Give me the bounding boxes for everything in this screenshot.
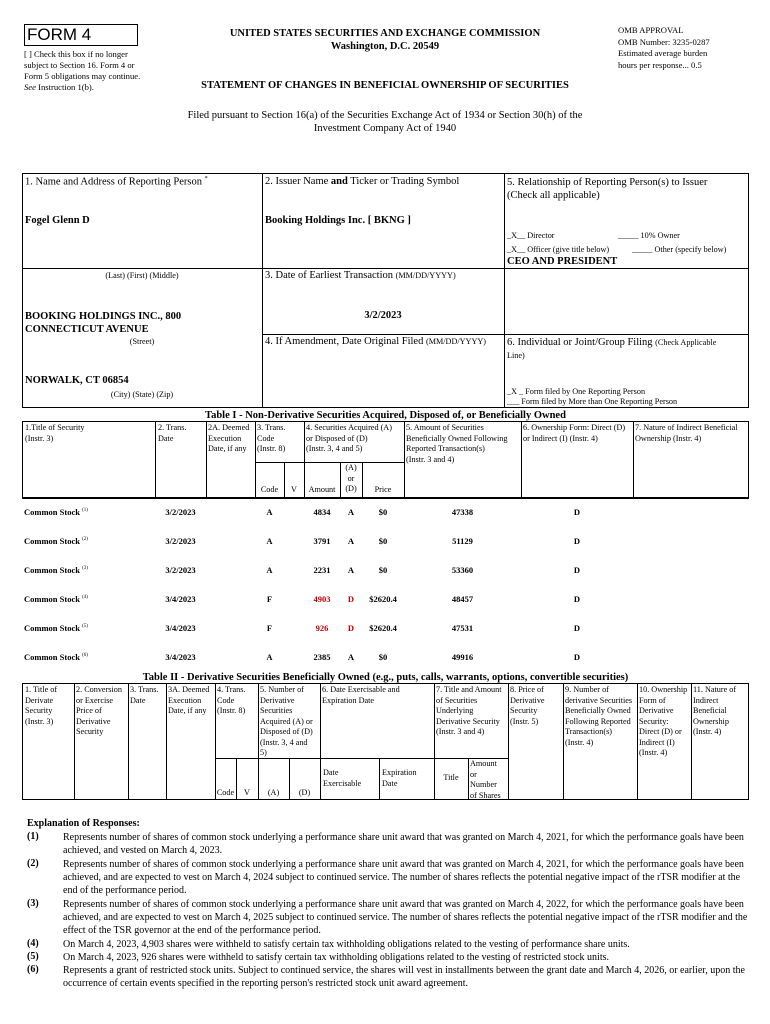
price: $0 <box>378 536 388 546</box>
t2-sub-date-exercisable: Date Exercisable <box>323 768 362 788</box>
t1-sub-price: Price <box>374 485 392 494</box>
security-title: Common Stock $^{(4)}$ <box>24 594 88 604</box>
reporting-street: BOOKING HOLDINGS INC., 800 CONNECTICUT AVENUE <box>25 311 182 335</box>
acquired-disposed: A <box>347 536 355 546</box>
amount: 4903 <box>313 594 331 604</box>
price: $0 <box>378 507 388 517</box>
t2-col1-header: 1. Title of Derivate Security (Instr. 3) <box>25 685 58 726</box>
statement-title: STATEMENT OF CHANGES IN BENEFICIAL OWNERSHIP OF SECURITIES <box>201 80 569 91</box>
explanation-heading: Explanation of Responses: <box>27 818 140 829</box>
footnote-number: (4) <box>27 938 39 949</box>
t1-sub-amount: Amount <box>308 485 336 494</box>
footnote-number: (6) <box>27 964 39 975</box>
ownership-form: D <box>573 652 581 662</box>
city-label: (City) (State) (Zip) <box>110 390 174 399</box>
t2-sub-d: (D) <box>298 788 311 797</box>
table-row <box>22 527 749 556</box>
amount: 2385 <box>313 652 331 662</box>
transaction-date: 3/2/2023 <box>165 507 196 517</box>
footnote-text: Represents number of shares of common stock underlying a performance share unit award that was granted on March 4, 2021, for which the performance goals have been achieved, and vested on March 4, 2023. <box>63 832 744 856</box>
reporting-person-name: Fogel Glenn D <box>25 215 90 226</box>
agency-name: UNITED STATES SECURITIES AND EXCHANGE COMMISSION <box>229 28 541 39</box>
t2-sub-title: Title <box>443 773 459 782</box>
t2-sub-v: V <box>244 788 250 797</box>
t2-sub-expiration: Expiration Date <box>382 768 417 788</box>
t1-col2-header: 2. Trans. Date <box>158 423 187 443</box>
table-row <box>22 556 749 585</box>
box5-label: 5. Relationship of Reporting Person(s) to Issuer (Check all applicable) <box>507 177 708 201</box>
transaction-date: 3/4/2023 <box>165 594 196 604</box>
price: $2620.4 <box>369 623 397 633</box>
t1-col2a-header: 2A. Deemed Execution Date, if any <box>208 423 250 453</box>
amount-owned: 47338 <box>451 507 474 517</box>
t1-sub-aord: (A) or (D) <box>345 463 357 493</box>
check-box-text[interactable]: [ ] Check this box if no longer subject to Section 16. Form 4 or Form 5 obligations may continue. See Instruction 1(b). <box>24 49 141 92</box>
box3-label: 3. Date of Earliest Transaction (MM/DD/YYYY) <box>265 270 456 281</box>
t1-col3-header: 3. Trans. Code (Instr. 8) <box>257 423 286 453</box>
box4-label: 4. If Amendment, Date Original Filed (MM/DD/YYYY) <box>265 336 487 347</box>
ownership-form: D <box>573 536 581 546</box>
transaction-code: A <box>266 565 273 575</box>
t2-col4-header: 4. Trans. Code (Instr. 8) <box>217 685 246 715</box>
t1-col6-header: 6. Ownership Form: Direct (D) or Indirect (I) (Instr. 4) <box>523 423 626 443</box>
t1-col5-header: 5. Amount of Securities Beneficially Owned Following Reported Transaction(s) (Instr. 3 and 4) <box>406 423 508 464</box>
security-title: Common Stock $^{(2)}$ <box>24 536 88 546</box>
table-row <box>22 585 749 614</box>
box2-label: 2. Issuer Name and Ticker or Trading Symbol <box>265 176 460 187</box>
t2-col6-header: 6. Date Exercisable and Expiration Date <box>322 685 400 705</box>
issuer-name: Booking Holdings Inc. [ BKNG ] <box>265 215 411 226</box>
amount: 4834 <box>313 507 331 517</box>
table2-title: Table II - Derivative Securities Beneficially Owned (e.g., puts, calls, warrants, options, convertible securities) <box>142 672 629 683</box>
price: $2620.4 <box>369 594 397 604</box>
security-title: Common Stock $^{(5)}$ <box>24 623 88 633</box>
relationship-officer[interactable]: _X__ Officer (give title below) <box>507 245 610 254</box>
t2-sub-amount: Amount or Number of Shares <box>470 759 501 800</box>
transaction-date: 3/2/2023 <box>165 565 196 575</box>
reporting-city: NORWALK, CT 06854 <box>25 375 129 386</box>
transaction-date: 3/4/2023 <box>165 623 196 633</box>
footnote-text: Represents a grant of restricted stock units. Subject to continued service, the shares will vest in installments between the grant date and March 4, 2026, or earlier, upon the occurrence of certain events specified in the reporting person's restricted stock unit award agreement. <box>63 965 745 989</box>
form-title-box <box>24 24 138 46</box>
t2-col11-header: 11. Nature of Indirect Beneficial Ownership (Instr. 4) <box>693 685 737 736</box>
footnote-number: (5) <box>27 951 39 962</box>
transaction-code: A <box>266 652 273 662</box>
ownership-form: D <box>573 507 581 517</box>
box1-label: 1. Name and Address of Reporting Person * <box>25 176 208 188</box>
transaction-code: F <box>266 594 273 604</box>
t2-sub-a: (A) <box>267 788 280 797</box>
ownership-form: D <box>573 565 581 575</box>
table-row <box>22 643 749 672</box>
earliest-transaction-date: 3/2/2023 <box>364 310 402 321</box>
transaction-date: 3/2/2023 <box>165 536 196 546</box>
t1-sub-v: V <box>291 485 297 494</box>
t2-col9-header: 9. Number of derivative Securities Beneficially Owned Following Reported Transaction(s) (Instr. 4) <box>565 685 633 747</box>
t1-sub-code: Code <box>260 485 279 494</box>
footnote-text: Represents number of shares of common stock underlying a performance share unit award that was granted on March 4, 2021, for which the performance goals have been achieved, and are expected to vest on March 4, 2024 subject to continued service. The number of shares reflects the potential negative impact of the rTSR modifier at the end of the performance period. <box>63 859 744 896</box>
ownership-form: D <box>573 623 581 633</box>
agency-location: Washington, D.C. 20549 <box>330 41 440 52</box>
acquired-disposed: A <box>347 652 355 662</box>
ownership-form: D <box>573 594 581 604</box>
filing-one-person[interactable]: _X _ Form filed by One Reporting Person <box>507 387 646 396</box>
security-title: Common Stock $^{(3)}$ <box>24 565 88 575</box>
acquired-disposed: A <box>347 565 355 575</box>
transaction-code: A <box>266 536 273 546</box>
omb-approval: OMB APPROVAL OMB Number: 3235-0287 Estimated average burden hours per response... 0.5 <box>618 25 710 70</box>
price: $0 <box>378 565 388 575</box>
footnote-text: On March 4, 2023, 926 shares were withheld to satisfy certain tax withholding obligations related to the vesting of restricted stock units. <box>63 952 609 963</box>
t1-col1-header: 1.Title of Security (Instr. 3) <box>25 423 85 443</box>
amount-owned: 49916 <box>451 652 474 662</box>
t2-col7-header: 7. Title and Amount of Securities Underlying Derivative Security (Instr. 3 and 4) <box>436 685 502 736</box>
officer-title: CEO AND PRESIDENT <box>507 256 618 267</box>
form-title: FORM 4 <box>27 25 92 44</box>
price: $0 <box>378 652 388 662</box>
amount: 2231 <box>313 565 331 575</box>
footnote-number: (2) <box>27 858 39 869</box>
relationship-director[interactable]: _X__ Director <box>507 231 555 240</box>
box6-label: 6. Individual or Joint/Group Filing (Check Applicable Line) <box>507 337 717 360</box>
amount-owned: 47531 <box>451 623 474 633</box>
t1-col7-header: 7. Nature of Indirect Beneficial Ownership (Instr. 4) <box>635 423 738 443</box>
transaction-code: F <box>266 623 273 633</box>
t1-col4-header: 4. Securities Acquired (A) or Disposed of (D) (Instr. 3, 4 and 5) <box>306 423 392 453</box>
relationship-owner[interactable]: _____ 10% Owner <box>618 231 680 240</box>
footnote-text: Represents number of shares of common stock underlying a performance share unit award that was granted on March 4, 2022, for which the performance goals have been achieved, and are expected to vest on March 4, 2025 subject to continued service. The number of shares reflects the potential negative impact of the rTSR modifier and the effect of the TSR governor at the end of the performance period. <box>63 899 748 936</box>
t2-col5-header: 5. Number of Derivative Securities Acquired (A) or Disposed of (D) (Instr. 3, 4 and 5) <box>260 685 313 757</box>
table-row <box>22 498 749 527</box>
t2-sub-code: Code <box>216 788 235 797</box>
t2-col3-header: 3. Trans. Date <box>130 685 159 705</box>
reporting-section <box>22 173 749 408</box>
t2-col3a-header: 3A. Deemed Execution Date, if any <box>168 685 210 715</box>
t2-col10-header: 10. Ownership Form of Derivative Security: Direct (D) or Indirect (I) (Instr. 4) <box>639 685 688 757</box>
footnote-number: (3) <box>27 898 39 909</box>
relationship-other[interactable]: _____ Other (specify below) <box>632 245 727 254</box>
amount-owned: 51129 <box>452 536 473 546</box>
security-title: Common Stock $^{(1)}$ <box>24 507 88 517</box>
footnote-number: (1) <box>27 831 39 842</box>
security-title: Common Stock $^{(6)}$ <box>24 652 88 662</box>
acquired-disposed: A <box>347 507 355 517</box>
table-row <box>22 614 749 643</box>
street-label: (Street) <box>129 337 155 346</box>
amount: 3791 <box>313 536 331 546</box>
amount-owned: 53360 <box>451 565 474 575</box>
acquired-disposed: D <box>347 594 355 604</box>
t2-col2-header: 2. Conversion or Exercise Price of Derivative Security <box>76 685 122 736</box>
filing-more-persons[interactable]: ___ Form filed by More than One Reporting Person <box>507 397 678 406</box>
name-parts-label: (Last) (First) (Middle) <box>105 271 179 280</box>
filed-pursuant: Filed pursuant to Section 16(a) of the Securities Exchange Act of 1934 or Section 30(h) of the Investment Company Act of 1940 <box>187 110 583 134</box>
t2-col8-header: 8. Price of Derivative Security (Instr. 5) <box>510 685 545 726</box>
footnote-text: On March 4, 2023, 4,903 shares were withheld to satisfy certain tax withholding obligations related to the vesting of performance share units. <box>63 939 630 950</box>
acquired-disposed: D <box>347 623 355 633</box>
table1-body <box>22 498 749 672</box>
amount: 926 <box>315 623 329 633</box>
amount-owned: 48457 <box>451 594 474 604</box>
table1-title: Table I - Non-Derivative Securities Acquired, Disposed of, or Beneficially Owned <box>205 410 566 421</box>
transaction-code: A <box>266 507 273 517</box>
transaction-date: 3/4/2023 <box>165 652 196 662</box>
